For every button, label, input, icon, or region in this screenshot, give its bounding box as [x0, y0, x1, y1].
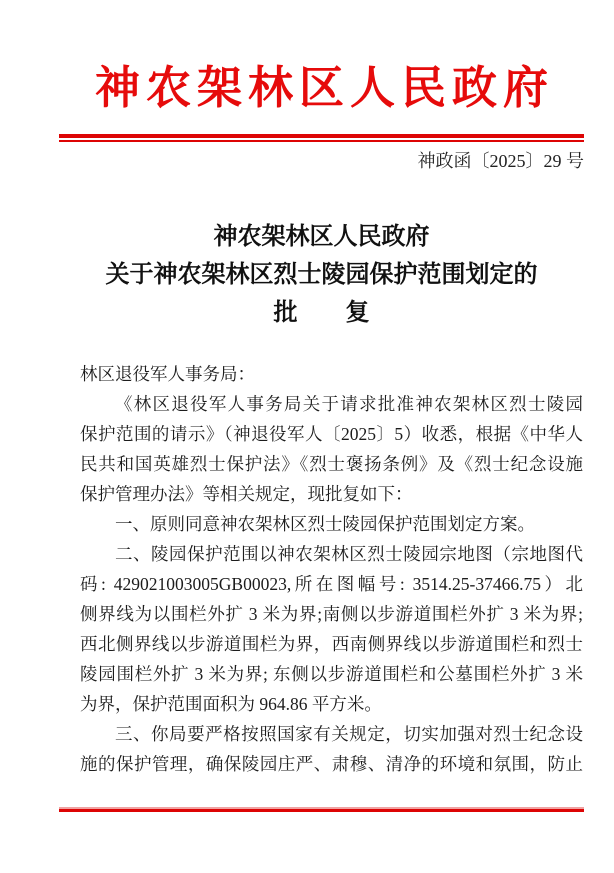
document-title [59, 218, 584, 332]
document-title-line2: 关于神农架林区烈士陵园保护范围划定的 [105, 262, 538, 288]
body-line: 二、陵园保护范围以神农架林区烈士陵园宗地图（宗地图代 [115, 544, 583, 564]
footer-divider-thick-line [59, 809, 584, 812]
letterhead-agency-name: 神农架林区人民政府 [94, 63, 554, 113]
body-line: 《林区退役军人事务局关于请求批准神农架林区烈士陵园 [115, 394, 583, 414]
document-body [80, 359, 583, 779]
document-reference-number: 神政函〔2025〕29 号 [417, 151, 584, 171]
body-line: 码: 429021003005GB00023,所在图幅号: 3514.25-37466.75）北 [80, 574, 583, 594]
body-line: 保护范围的请示》（神退役军人〔2025〕5）收悉，根据《中华人 [80, 424, 583, 444]
body-line: 西北侧界线以步游道围栏为界，西南侧界线以步游道围栏和烈士 [80, 634, 583, 654]
page-footer-divider [59, 807, 584, 812]
salutation-line: 林区退役军人事务局： [80, 364, 255, 384]
body-line: 一、原则同意神农架林区烈士陵园保护范围划定方案。 [115, 514, 535, 534]
body-line: 保护管理办法》等相关规定，现批复如下： [80, 484, 413, 504]
body-line: 民共和国英雄烈士保护法》《烈士褒扬条例》及《烈士纪念设施 [80, 454, 583, 474]
letterhead-divider [59, 134, 584, 142]
document-title-line1: 神农架林区人民政府 [213, 224, 430, 250]
body-line: 三、你局要严格按照国家有关规定，切实加强对烈士纪念设 [115, 724, 583, 744]
document-content [59, 0, 584, 812]
document-title-line3: 批 复 [273, 300, 370, 326]
body-line: 侧界线为以围栏外扩 3 米为界;南侧以步游道围栏外扩 3 米为界; [80, 604, 583, 624]
body-line: 陵园围栏外扩 3 米为界; 东侧以步游道围栏和公墓围栏外扩 3 米 [80, 664, 583, 684]
body-line: 施的保护管理，确保陵园庄严、肃穆、清净的环境和氛围，防止 [80, 754, 583, 774]
body-line: 为界，保护范围面积为 964.86 平方米。 [80, 694, 382, 714]
letterhead-divider-thin-line [59, 140, 584, 142]
